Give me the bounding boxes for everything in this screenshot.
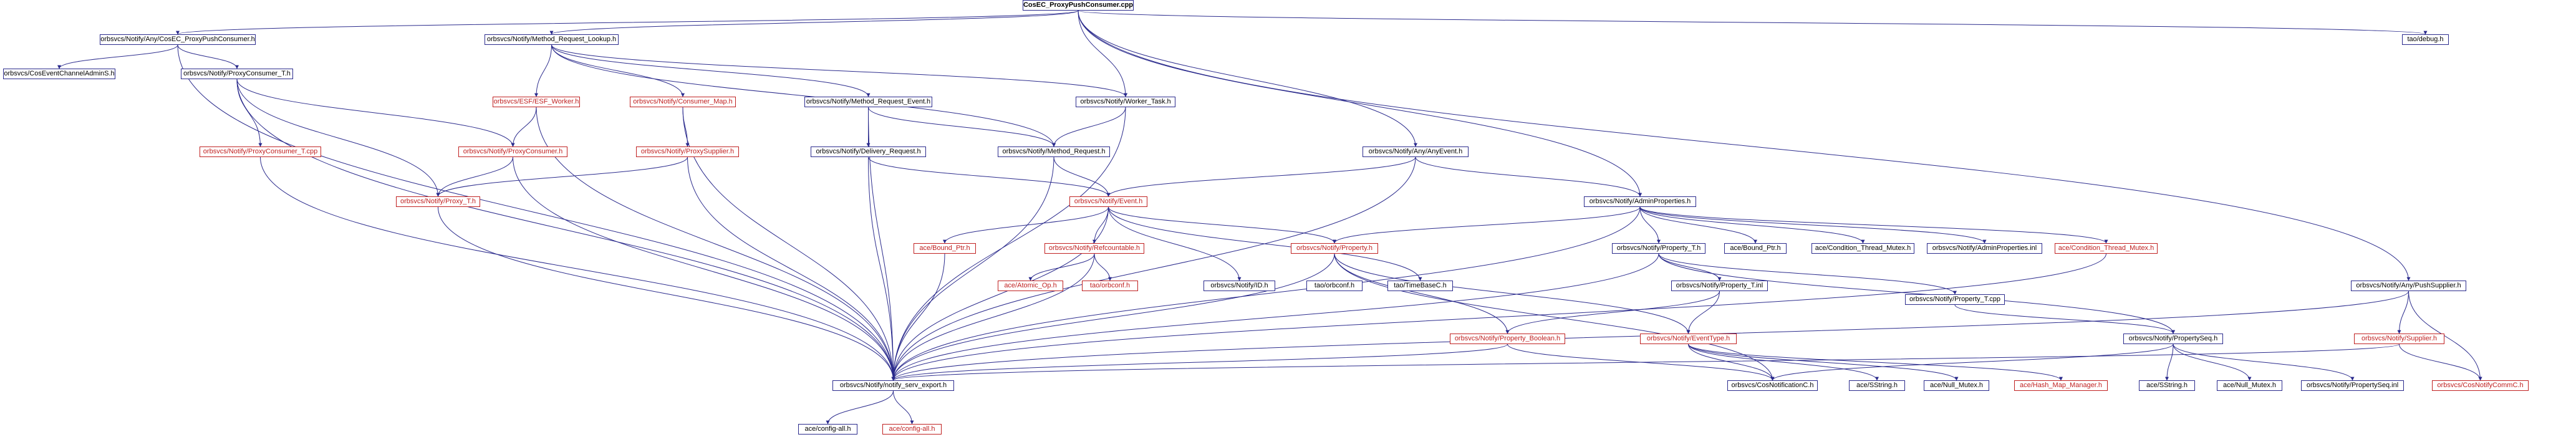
graph-node[interactable]: orbsvcs/Notify/Property_T.inl xyxy=(1671,281,1768,291)
graph-edge xyxy=(1334,254,1508,334)
graph-node[interactable]: ace/Null_Mutex.h xyxy=(1924,380,1989,391)
graph-node[interactable]: orbsvcs/Notify/PropertySeq.h xyxy=(2123,334,2223,344)
graph-edge xyxy=(1659,254,1720,281)
graph-edge xyxy=(1689,344,1957,380)
graph-edge xyxy=(869,157,894,380)
graph-node[interactable]: orbsvcs/Notify/Method_Request_Event.h xyxy=(804,97,932,107)
graph-edge xyxy=(237,79,513,147)
graph-edge xyxy=(1659,254,2173,334)
graph-edge xyxy=(894,391,912,424)
graph-edge xyxy=(1094,254,1110,281)
graph-node[interactable]: orbsvcs/Notify/Method_Request.h xyxy=(998,147,1110,157)
graph-edge xyxy=(688,157,894,380)
graph-node[interactable]: orbsvcs/Notify/ID.h xyxy=(1204,281,1275,291)
graph-edge xyxy=(683,107,688,147)
graph-edge xyxy=(261,157,894,380)
graph-node[interactable]: orbsvcs/CosEventChannelAdminS.h xyxy=(3,69,115,79)
graph-node[interactable]: tao/TimeBaseC.h xyxy=(1387,281,1453,291)
graph-edge xyxy=(1773,344,2174,380)
graph-node[interactable]: orbsvcs/Notify/Property_T.cpp xyxy=(1905,294,2005,305)
graph-edge xyxy=(438,207,894,380)
graph-edge xyxy=(1054,107,1126,147)
graph-edge xyxy=(1054,157,1109,196)
graph-edge xyxy=(552,45,869,97)
graph-node[interactable]: ace/Condition_Thread_Mutex.h xyxy=(2055,243,2158,254)
graph-node[interactable]: tao/debug.h xyxy=(2402,34,2449,45)
graph-edge xyxy=(894,254,2106,380)
graph-edge xyxy=(552,11,1079,34)
graph-node[interactable]: orbsvcs/Notify/Delivery_Request.h xyxy=(811,147,926,157)
graph-node[interactable]: orbsvcs/Notify/Proxy_T.h xyxy=(396,196,480,207)
graph-edge xyxy=(1955,305,2173,334)
graph-edge xyxy=(2400,291,2409,334)
graph-node[interactable]: orbsvcs/Notify/Method_Request_Lookup.h xyxy=(485,34,619,45)
graph-node[interactable]: ace/config-all.h xyxy=(798,424,857,435)
graph-edge xyxy=(2167,344,2173,380)
graph-edge xyxy=(894,254,1659,380)
graph-node[interactable]: orbsvcs/Notify/Worker_Task.h xyxy=(1076,97,1175,107)
graph-edge xyxy=(178,45,237,69)
graph-node[interactable]: ace/config-all.h xyxy=(882,424,942,435)
graph-node[interactable]: orbsvcs/ESF/ESF_Worker.h xyxy=(493,97,580,107)
graph-edge xyxy=(1689,344,2062,380)
graph-node[interactable]: orbsvcs/Notify/ProxyConsumer_T.h xyxy=(181,69,293,79)
graph-edge xyxy=(1078,11,2409,281)
graph-edge xyxy=(894,157,1054,380)
graph-node[interactable]: ace/Condition_Thread_Mutex.h xyxy=(1811,243,1914,254)
graph-edge xyxy=(1640,207,1985,243)
graph-node[interactable]: CosEC_ProxyPushConsumer.cpp xyxy=(1023,0,1134,11)
graph-edge xyxy=(1689,291,1720,334)
graph-node[interactable]: orbsvcs/Notify/ProxyConsumer.h xyxy=(458,147,567,157)
graph-node[interactable]: orbsvcs/Notify/AdminProperties.h xyxy=(1584,196,1696,207)
graph-edge xyxy=(1078,11,2426,34)
graph-node[interactable]: ace/SString.h xyxy=(2139,380,2195,391)
graph-edge xyxy=(1031,254,1095,281)
graph-edge xyxy=(894,254,945,380)
graph-edge xyxy=(869,107,1054,147)
graph-node[interactable]: ace/SString.h xyxy=(1849,380,1905,391)
graph-edge xyxy=(552,45,1126,97)
graph-node[interactable]: orbsvcs/CosNotificationC.h xyxy=(1727,380,1818,391)
graph-node[interactable]: orbsvcs/Notify/ProxyConsumer_T.cpp xyxy=(200,147,321,157)
graph-node[interactable]: ace/Bound_Ptr.h xyxy=(1724,243,1787,254)
graph-edge xyxy=(894,344,1508,380)
graph-node[interactable]: orbsvcs/Notify/AdminProperties.inl xyxy=(1927,243,2042,254)
graph-node[interactable]: orbsvcs/Notify/Event.h xyxy=(1069,196,1147,207)
graph-node[interactable]: orbsvcs/Notify/notify_serv_export.h xyxy=(832,380,954,391)
graph-edge xyxy=(1109,157,1416,196)
graph-edge xyxy=(1640,207,1755,243)
graph-edge xyxy=(1689,344,1773,380)
graph-node[interactable]: orbsvcs/Notify/Any/AnyEvent.h xyxy=(1363,147,1469,157)
graph-node[interactable]: orbsvcs/Notify/Refcountable.h xyxy=(1044,243,1144,254)
graph-node[interactable]: ace/Hash_Map_Manager.h xyxy=(2014,380,2108,391)
graph-node[interactable]: ace/Atomic_Op.h xyxy=(998,281,1063,291)
graph-edge xyxy=(894,207,1109,380)
graph-node[interactable]: orbsvcs/Notify/Any/CosEC_ProxyPushConsumer.h xyxy=(100,34,256,45)
graph-node[interactable]: orbsvcs/Notify/Property_Boolean.h xyxy=(1450,334,1565,344)
graph-edge xyxy=(1334,254,1689,334)
graph-edge xyxy=(438,157,688,196)
graph-edge xyxy=(894,254,1335,380)
graph-node[interactable]: orbsvcs/Notify/PropertySeq.inl xyxy=(2301,380,2404,391)
graph-node[interactable]: orbsvcs/Notify/Consumer_Map.h xyxy=(630,97,736,107)
graph-edge xyxy=(513,107,537,147)
graph-edge xyxy=(178,45,894,380)
graph-edge xyxy=(1078,11,1416,147)
graph-edge xyxy=(1508,344,1773,380)
graph-edge xyxy=(1640,207,1659,243)
graph-edge xyxy=(2400,344,2481,380)
graph-edge xyxy=(1640,207,2106,243)
graph-edge xyxy=(552,45,683,97)
graph-edge xyxy=(828,391,894,424)
graph-edge xyxy=(1109,207,1335,243)
graph-node[interactable]: ace/Bound_Ptr.h xyxy=(914,243,976,254)
graph-edge xyxy=(894,207,1641,380)
graph-edge xyxy=(894,254,1095,380)
graph-edge xyxy=(536,45,552,97)
graph-node[interactable]: orbsvcs/Notify/EventType.h xyxy=(1640,334,1737,344)
graph-node[interactable]: tao/orbconf.h xyxy=(1082,281,1138,291)
graph-edge xyxy=(237,79,261,147)
graph-edge xyxy=(1078,11,1126,97)
graph-node[interactable]: orbsvcs/Notify/Supplier.h xyxy=(2354,334,2444,344)
graph-edge xyxy=(945,207,1109,243)
graph-edge xyxy=(1689,344,1878,380)
graph-edge xyxy=(869,157,1109,196)
graph-edge xyxy=(2173,344,2250,380)
graph-edge xyxy=(178,11,1078,34)
graph-node[interactable]: orbsvcs/Notify/Any/PushSupplier.h xyxy=(2351,281,2466,291)
graph-node[interactable]: orbsvcs/Notify/Property.h xyxy=(1291,243,1378,254)
graph-edge xyxy=(2173,344,2353,380)
graph-edge xyxy=(894,157,1416,380)
graph-edge xyxy=(1334,254,1773,380)
graph-edge xyxy=(1334,207,1640,243)
graph-edge xyxy=(1508,291,1720,334)
graph-edge xyxy=(237,79,438,196)
graph-edge xyxy=(894,344,2400,380)
graph-node[interactable]: tao/orbconf.h xyxy=(1306,281,1363,291)
graph-edge xyxy=(59,45,178,69)
graph-node[interactable]: ace/Null_Mutex.h xyxy=(2217,380,2282,391)
graph-edge xyxy=(237,79,894,380)
graph-edge xyxy=(1640,207,1863,243)
graph-edge xyxy=(1416,157,1640,196)
graph-node[interactable]: orbsvcs/Notify/Property_T.h xyxy=(1612,243,1705,254)
graph-node[interactable]: orbsvcs/Notify/ProxySupplier.h xyxy=(636,147,739,157)
graph-edge xyxy=(552,45,1054,147)
graph-edge xyxy=(1094,207,1109,243)
graph-node[interactable]: orbsvcs/CosNotifyCommC.h xyxy=(2432,380,2529,391)
graph-edge xyxy=(513,157,894,380)
graph-edge xyxy=(438,157,513,196)
